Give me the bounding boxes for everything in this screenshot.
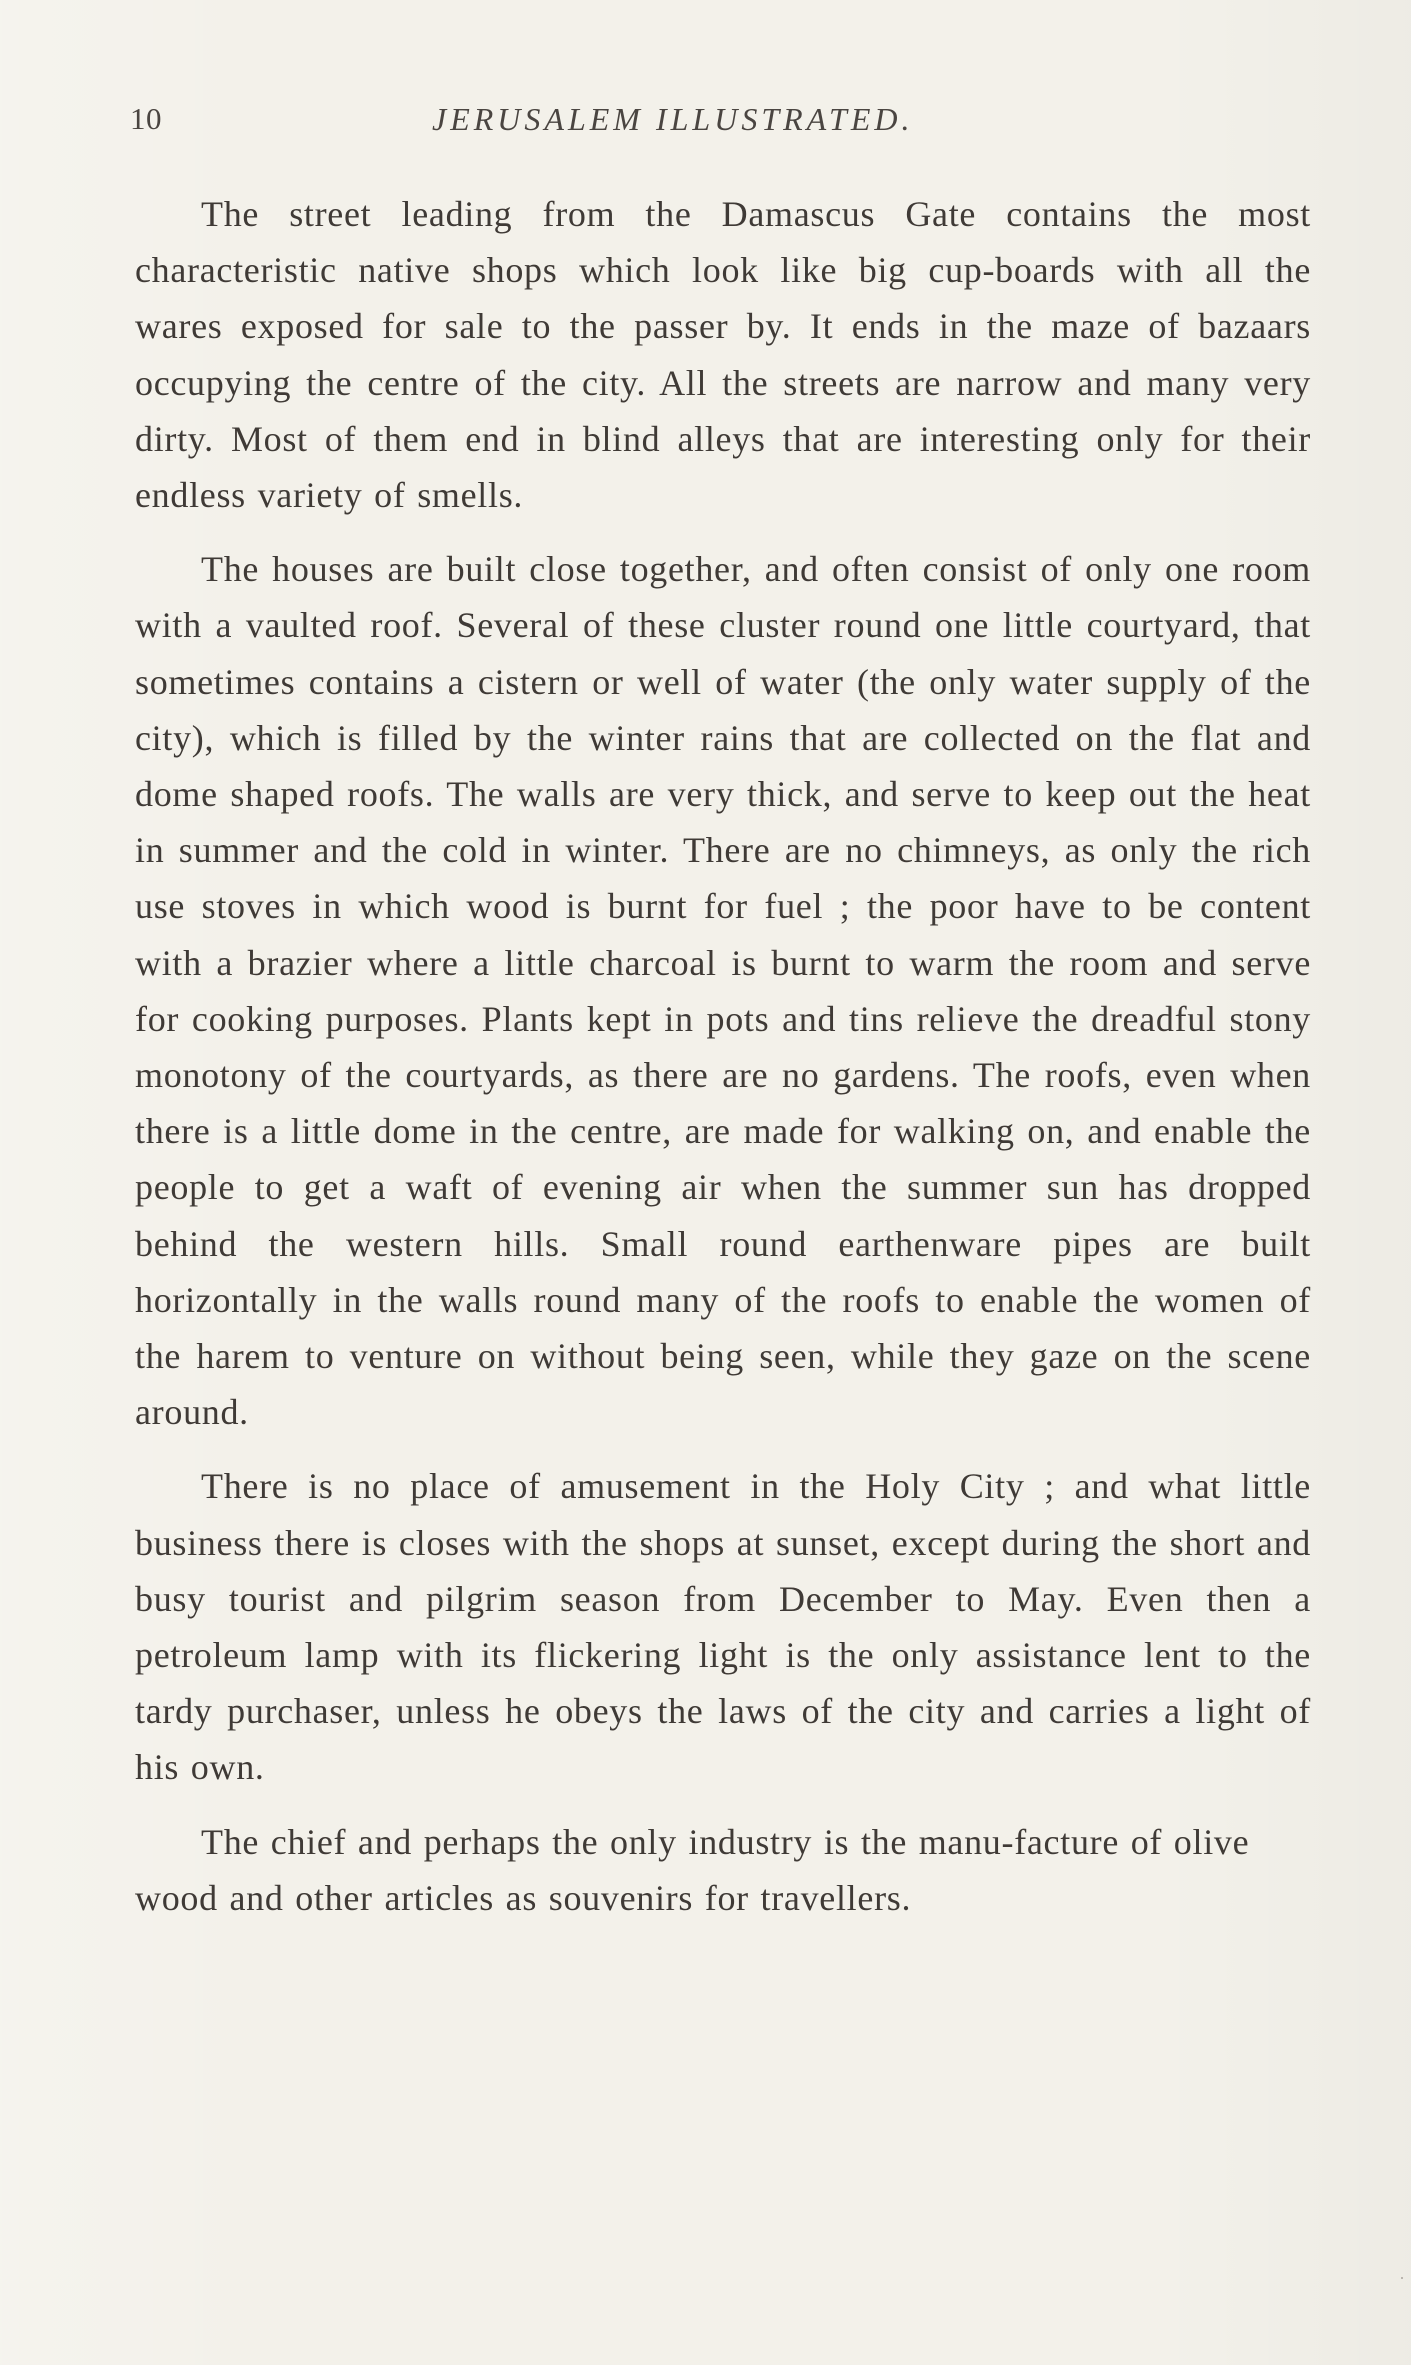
paragraph-damascus-gate-street: The street leading from the Damascus Gate contains the most characteristic native shops which look like big cup-boards with all the wares exposed for sale to the passer by. It ends in the maze of bazaars occupying the centre of the city. All the streets are narrow and many very dirty. Most of them end in blind alleys that are interesting only for their endless variety of smells. xyxy=(135,194,1311,516)
page-header xyxy=(0,92,1411,146)
page-number: 10 xyxy=(130,101,162,136)
paragraph-houses: The houses are built close together, and often consist of only one room with a vaulted roof. Several of these cluster round one little courtyard, that sometimes contains a cistern or well of water (the only water supply of the city), which is filled by the winter rains that are collected on the flat and dome shaped roofs. The walls are very thick, and serve to keep out the heat in summer and the cold in winter. There are no chimneys, as only the rich use stoves in which wood is burnt for fuel ; the poor have to be content with a brazier where a little charcoal is burnt to warm the room and serve for cooking purposes. Plants kept in pots and tins relieve the dreadful stony monotony of the courtyards, as there are no gardens. The roofs, even when there is a little dome in the centre, are made for walking on, and enable the people to get a waft of evening air when the summer sun has dropped behind the western hills. Small round earthenware pipes are built horizontally in the walls round many of the roofs to enable the women of the harem to venture on without being seen, while they gaze on the scene around. xyxy=(135,549,1311,1433)
page-speck xyxy=(1401,2277,1403,2279)
paragraph-amusement: There is no place of amusement in the Holy City ; and what little business there is closes with the shops at sunset, except during the short and busy tourist and pilgrim season from December to May. Even then a petroleum lamp with its flickering light is the only assistance lent to the tardy purchaser, unless he obeys the laws of the city and carries a light of his own. xyxy=(135,1466,1311,1788)
paragraph-industry: The chief and perhaps the only industry is the manu-facture of olive wood and other articles as souvenirs for travellers. xyxy=(135,1821,1250,1918)
page-body xyxy=(135,186,1311,1943)
running-title: JERUSALEM ILLUSTRATED. xyxy=(432,101,914,137)
